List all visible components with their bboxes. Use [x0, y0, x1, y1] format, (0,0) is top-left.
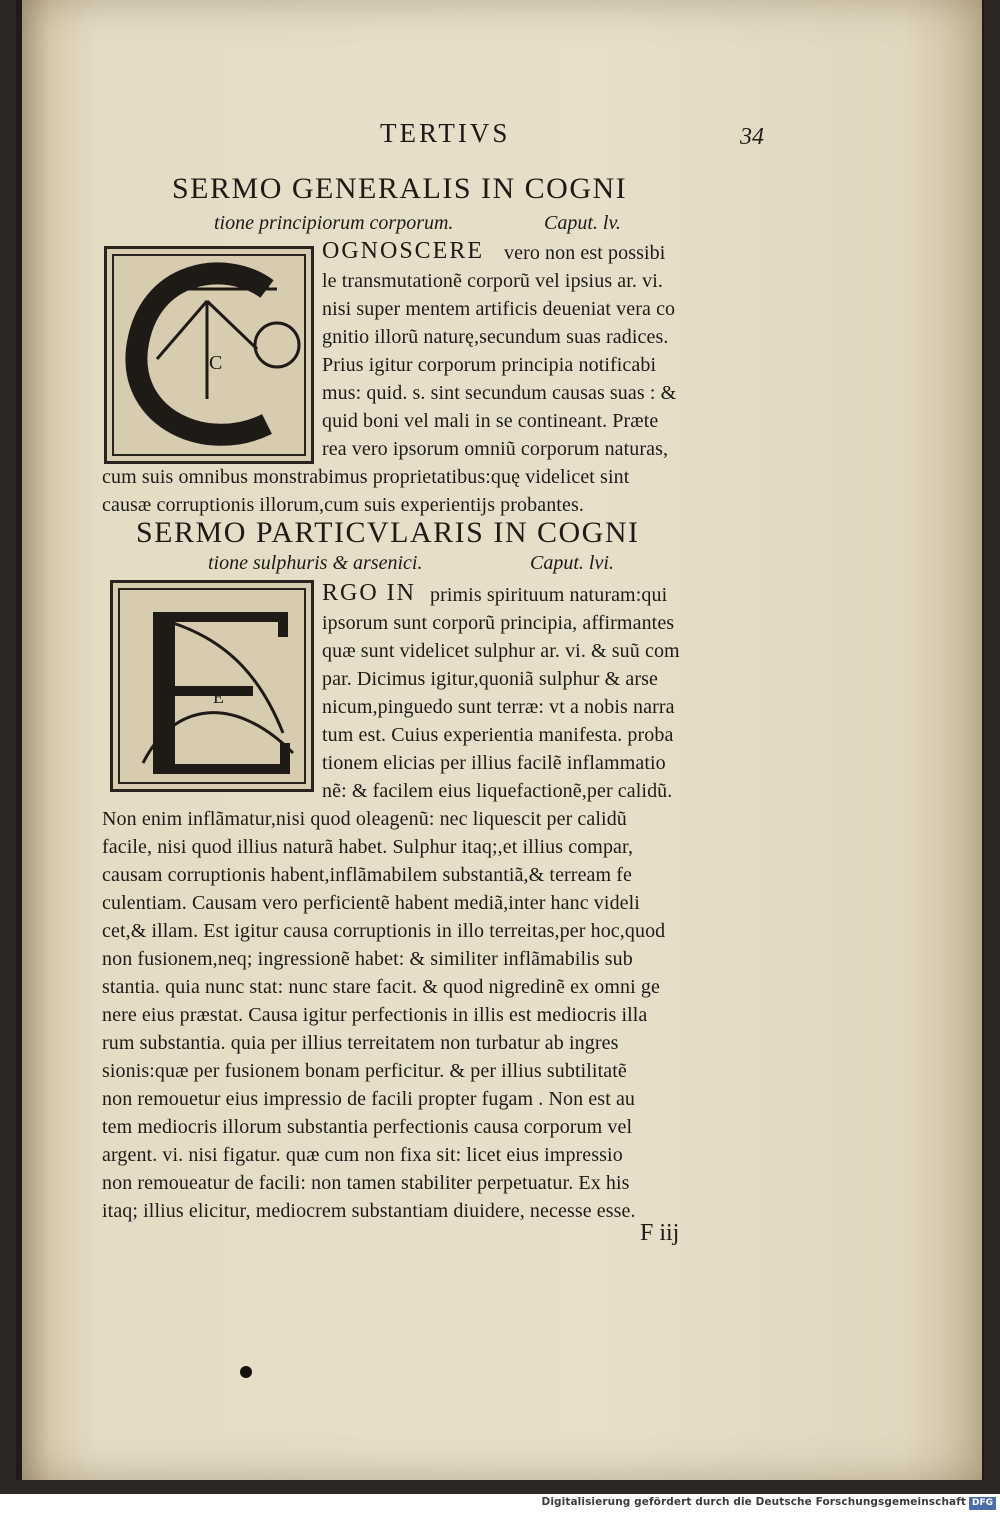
section1-line: le transmutationẽ corporũ vel ipsius ar. vi.	[322, 270, 663, 292]
section2-line: par. Dicimus igitur,quoniã sulphur & arse	[322, 668, 659, 690]
section1-line: quid boni vel mali in se contineant. Præte	[322, 410, 659, 432]
section2-line: tem mediocris illorum substantia perfectionis causa corporum vel	[102, 1116, 633, 1138]
section2-line: primis spirituum naturam:qui	[430, 584, 668, 606]
section1-line: Prius igitur corporum principia notificabi	[322, 354, 657, 376]
book-page	[22, 0, 982, 1480]
section2-line: non remouetur eius impressio de facili propter fugam . Non est au	[102, 1088, 636, 1110]
section2-line: tum est. Cuius experientia manifesta. proba	[322, 724, 674, 746]
section1-first-word: OGNOSCERE	[322, 238, 485, 264]
section2-first-word: RGO IN	[322, 580, 416, 606]
initial-letter: E	[213, 687, 224, 707]
section1-heading: SERMO GENERALIS IN COGNI	[172, 172, 628, 205]
section2-line: causam corruptionis habent,inflãmabilem substantiã,& terream fe	[102, 864, 633, 886]
running-head: TERTIVS	[380, 118, 511, 148]
section1-line: causæ corruptionis illorum,cum suis experientijs probantes.	[102, 494, 584, 516]
section1-line: vero non est possibi	[504, 242, 666, 264]
section2-chapter: Caput. lvi.	[530, 552, 614, 574]
section2-line: stantia. quia nunc stat: nunc stare facit. & quod nigredinẽ ex omni ge	[102, 976, 660, 998]
section1-line: nisi super mentem artificis deueniat vera co	[322, 298, 676, 320]
section1-chapter: Caput. lv.	[544, 212, 621, 234]
section2-initial-woodcut	[110, 580, 314, 792]
section1-line: mus: quid. s. sint secundum causas suas : &	[322, 382, 677, 404]
section1-line: rea vero ipsorum omniũ corporum naturas,	[322, 438, 669, 460]
section1-line: gnitio illorũ naturę,secundum suas radices.	[322, 326, 669, 348]
section2-line: tionem elicias per illius facilẽ inflammatio	[322, 752, 666, 774]
initial-e-ornament	[113, 583, 311, 789]
section2-heading: SERMO PARTICVLARIS IN COGNI	[136, 516, 640, 549]
section2-line: culentiam. Causam vero perficientẽ habent mediã,inter hanc videli	[102, 892, 640, 914]
section2-line: ipsorum sunt corporũ principia, affirmantes	[322, 612, 675, 634]
section2-line: cet,& illam. Est igitur causa corruptionis in illo terreitas,per hoc,quod	[102, 920, 666, 942]
section2-line: sionis:quæ per fusionem bonam perficitur. & per illius subtilitatẽ	[102, 1060, 627, 1082]
section2-line: Non enim inflãmatur,nisi quod oleagenũ: nec liquescit per calidũ	[102, 808, 627, 830]
section2-line: facile, nisi quod illius naturã habet. Sulphur itaq;,et illius compar,	[102, 836, 634, 858]
section2-line: nẽ: & facilem eius liquefactionẽ,per calidũ.	[322, 780, 673, 802]
folio-number: 34	[740, 124, 764, 150]
section2-subheading: tione sulphuris & arsenici.	[208, 552, 423, 574]
signature-mark: F iij	[640, 1220, 680, 1246]
digitization-credit: Digitalisierung gefördert durch die Deutsche Forschungsgemeinschaft	[541, 1496, 966, 1508]
section1-line: cum suis omnibus monstrabimus proprietatibus:quę videlicet sint	[102, 466, 630, 488]
ink-spot	[240, 1366, 252, 1378]
section2-line: argent. vi. nisi figatur. quæ cum non fixa sit: licet eius impressio	[102, 1144, 623, 1166]
section2-line: non fusionem,neq; ingressionẽ habet: & similiter inflãmabilis sub	[102, 948, 633, 970]
section1-subheading: tione principiorum corporum.	[214, 212, 454, 234]
section2-line: quæ sunt videlicet sulphur ar. vi. & suũ com	[322, 640, 680, 662]
section2-line: nere eius præstat. Causa igitur perfectionis in illis est mediocris illa	[102, 1004, 648, 1026]
initial-c-ornament	[107, 249, 311, 461]
section2-line: itaq; illius elicitur, mediocrem substantiam diuidere, necesse esse.	[102, 1200, 636, 1222]
section2-line: nicum,pinguedo sunt terræ: vt a nobis narra	[322, 696, 675, 718]
section2-line: non remoueatur de facili: non tamen stabiliter perpetuatur. Ex his	[102, 1172, 630, 1194]
section2-line: rum substantia. quia per illius terreitatem non turbatur ab ingres	[102, 1032, 619, 1054]
initial-letter: C	[209, 352, 223, 374]
section1-initial-woodcut	[104, 246, 314, 464]
dfg-logo: DFG	[969, 1497, 996, 1510]
